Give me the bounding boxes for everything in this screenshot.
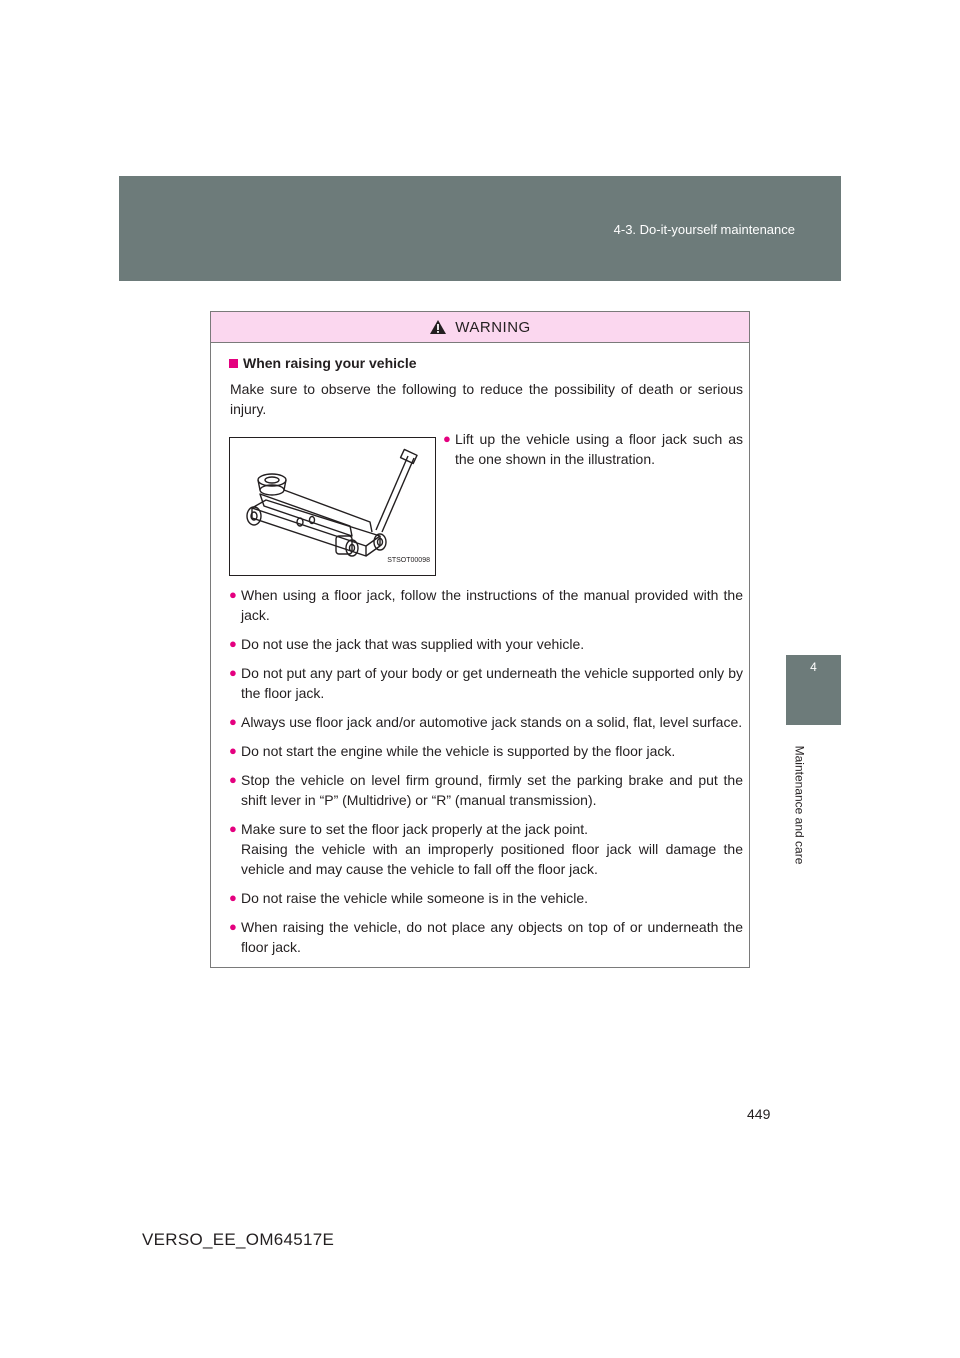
header-band	[119, 176, 841, 281]
list-item	[229, 917, 743, 957]
list-item-text: Stop the vehicle on level firm ground, firmly set the parking brake and put the shift lever in “P” (Multidrive) or “R” (manual transmission).	[241, 772, 743, 808]
warning-box	[210, 311, 750, 968]
warning-label: WARNING	[455, 318, 531, 336]
list-item-text: Do not raise the vehicle while someone is in the vehicle.	[241, 890, 589, 906]
list-item-text: When using a floor jack, follow the instructions of the manual provided with the jack.	[241, 587, 743, 623]
list-item	[229, 770, 743, 810]
warning-intro: Make sure to observe the following to reduce the possibility of death or serious injury.	[230, 381, 743, 417]
bullet-dot-icon: ●	[229, 743, 237, 758]
list-item	[229, 819, 743, 879]
list-item-text: Do not start the engine while the vehicle is supported by the floor jack.	[241, 743, 676, 759]
list-item-text: Do not put any part of your body or get underneath the vehicle supported only by the floor jack.	[241, 665, 743, 701]
figure-caption-text: Lift up the vehicle using a floor jack such as the one shown in the illustration.	[455, 431, 743, 467]
bullet-dot-icon: ●	[229, 587, 237, 602]
bullet-dot-icon: ●	[229, 821, 237, 836]
warning-triangle-icon	[429, 319, 447, 335]
list-item-text: Always use floor jack and/or automotive jack stands on a solid, flat, level surface.	[241, 714, 743, 730]
bullet-dot-icon: ●	[229, 636, 237, 651]
floor-jack-illustration	[229, 437, 436, 576]
list-item-line: Make sure to set the floor jack properly at the jack point.	[241, 821, 589, 837]
bullet-dot-icon: ●	[229, 919, 237, 934]
bullet-dot-icon: ●	[229, 772, 237, 787]
list-item-line: Raising the vehicle with an improperly positioned floor jack will damage the vehicle and may cause the vehicle to fall off the floor jack.	[241, 841, 743, 877]
section-title: 4-3. Do-it-yourself maintenance	[613, 222, 795, 237]
page-number: 449	[747, 1106, 771, 1122]
chapter-label-text: Maintenance and care	[792, 745, 806, 865]
bullet-dot-icon: ●	[229, 890, 237, 905]
list-item-text: When raising the vehicle, do not place any objects on top of or underneath the floor jack.	[241, 919, 743, 955]
warning-content	[211, 343, 749, 957]
figure-code: STSOT00098	[387, 557, 430, 564]
list-item	[229, 888, 743, 908]
list-item	[229, 585, 743, 625]
bullet-dot-icon: ●	[229, 665, 237, 680]
list-item	[229, 712, 743, 732]
list-item-text	[241, 819, 743, 879]
warning-header	[211, 312, 749, 343]
figure-caption	[443, 429, 743, 579]
list-item	[229, 634, 743, 654]
warning-bullet-list	[229, 585, 743, 957]
bullet-dot-icon: ●	[229, 714, 237, 729]
warning-heading-text: When raising your vehicle	[243, 355, 417, 371]
warning-heading	[229, 353, 743, 373]
list-item-text: Do not use the jack that was supplied with your vehicle.	[241, 636, 585, 652]
chapter-label	[786, 730, 812, 880]
list-item	[229, 663, 743, 703]
figure-row	[229, 429, 743, 579]
square-bullet-icon	[229, 359, 238, 368]
bullet-dot-icon: ●	[443, 431, 451, 446]
chapter-number: 4	[810, 660, 817, 674]
document-code: VERSO_EE_OM64517E	[142, 1230, 335, 1249]
list-item	[229, 741, 743, 761]
chapter-tab	[786, 655, 841, 725]
